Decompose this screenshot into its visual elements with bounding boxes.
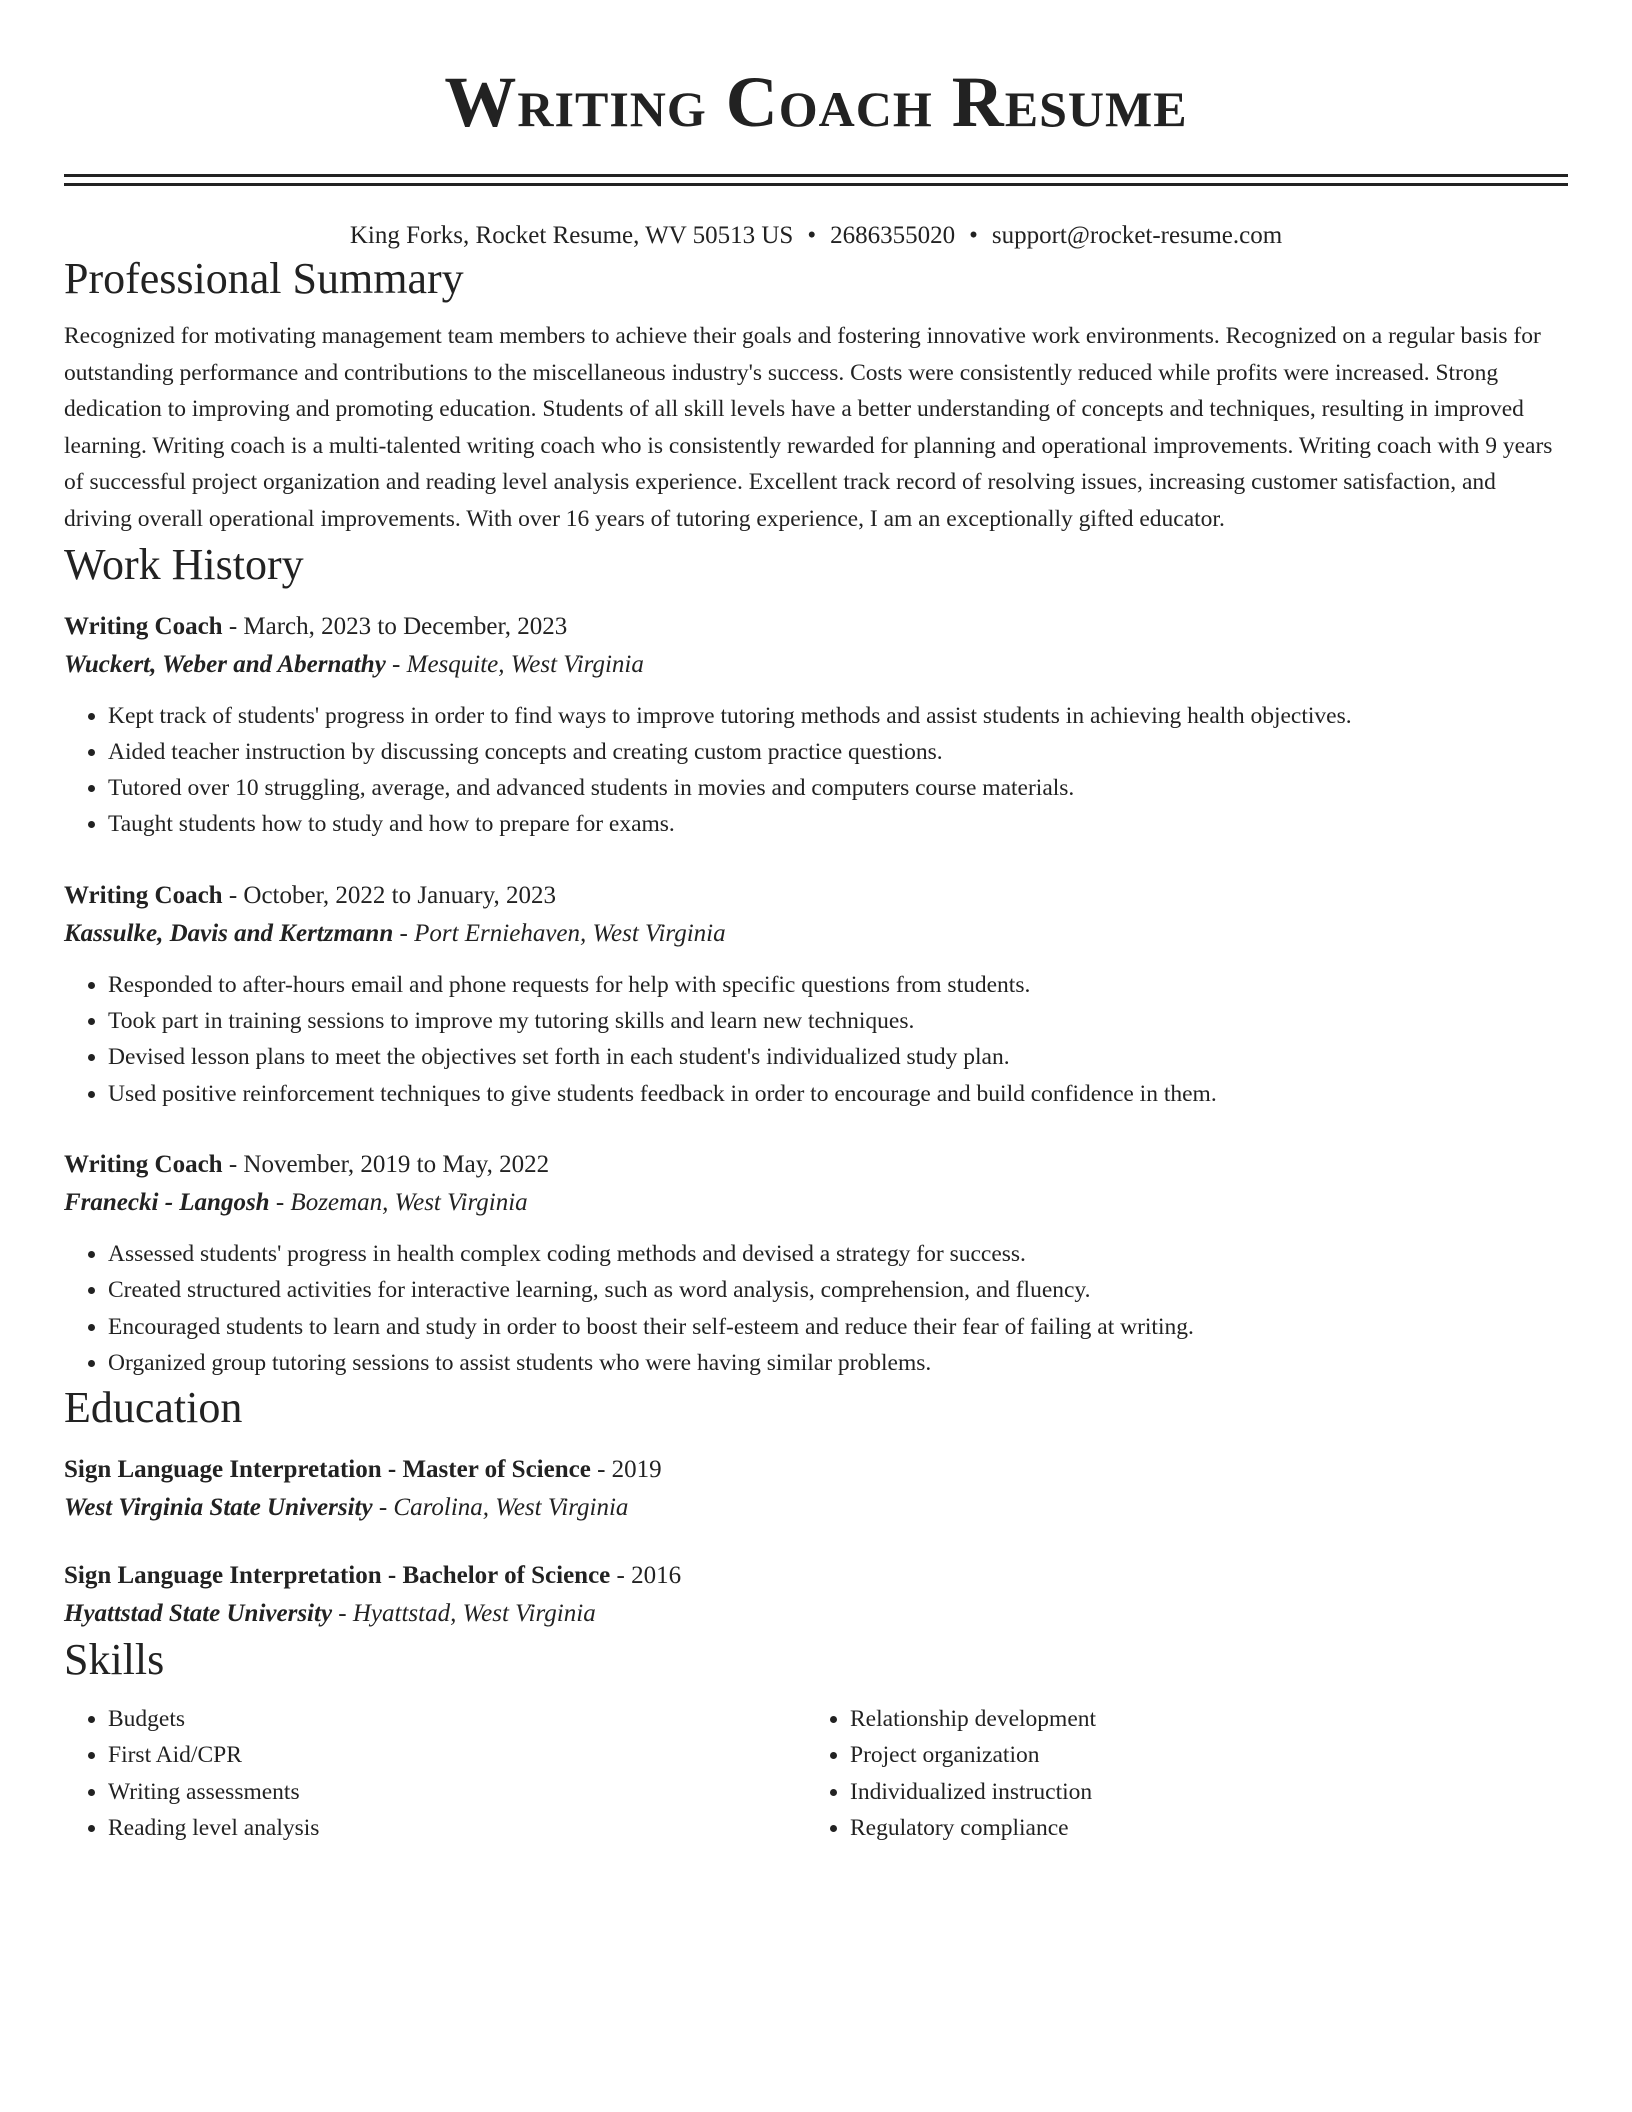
job-dates: - November, 2019 to May, 2022	[222, 1150, 550, 1178]
job-bullet: • Responded to after-hours email and phone requests for help with specific questions from students.	[108, 967, 1568, 1003]
job-bullet: • Taught students how to study and how to prepare for exams.	[108, 806, 1568, 842]
school-line	[64, 1489, 1568, 1527]
skills-column-right	[806, 1701, 1548, 1846]
skill-item: • Writing assessments	[108, 1774, 806, 1810]
contact-email: support@rocket-resume.com	[991, 222, 1283, 249]
job-title: Writing Coach	[64, 881, 223, 909]
summary-text: Recognized for motivating management team members to achieve their goals and fostering innovative work environments. Recognized on a regular basis for outstanding performance and contributions to the miscellaneous industry's success. Costs were consistently reduced while profits were increased. Strong dedication to improving and promoting education. Students of all skill levels have a better understanding of concepts and techniques, resulting in improved learning. Writing coach is a multi-talented writing coach who is consistently rewarded for planning and operational improvements. Writing coach with 9 years of successful project organization and reading level analysis experience. Excellent track record of resolving issues, increasing customer satisfaction, and driving overall operational improvements. With over 16 years of tutoring experience, I am an exceptionally gifted educator.	[64, 323, 1553, 532]
job-bullet: • Kept track of students' progress in order to find ways to improve tutoring methods and assist students in achieving health objectives.	[108, 698, 1568, 734]
degree-name: Sign Language Interpretation - Master of Science	[64, 1456, 591, 1484]
contact-separator: •	[969, 222, 978, 249]
job-company: Wuckert, Weber and Abernathy	[64, 650, 386, 678]
job-entry	[64, 608, 1568, 843]
job-bullet: • Took part in training sessions to improve my tutoring skills and learn new techniques.	[108, 1003, 1568, 1039]
school-location: - Carolina, West Virginia	[372, 1494, 629, 1522]
job-bullet: • Devised lesson plans to meet the objectives set forth in each student's individualized study plan.	[108, 1039, 1568, 1075]
degree-year: - 2019	[590, 1456, 662, 1484]
job-company-line	[64, 1184, 1568, 1222]
skills-bullets	[806, 1701, 1548, 1846]
degree-line	[64, 1557, 1568, 1595]
work-history-heading: Work History	[64, 539, 304, 589]
job-title: Writing Coach	[64, 612, 223, 640]
education-heading: Education	[64, 1383, 243, 1433]
degree-name: Sign Language Interpretation - Bachelor of Science	[64, 1562, 611, 1590]
job-entry	[64, 877, 1568, 1112]
job-location: - Bozeman, West Virginia	[269, 1188, 528, 1216]
degree-line	[64, 1451, 1568, 1489]
job-bullet: • Created structured activities for interactive learning, such as word analysis, comprehension, and fluency.	[108, 1272, 1568, 1308]
job-entry	[64, 1146, 1568, 1381]
job-bullet: • Aided teacher instruction by discussing concepts and creating custom practice questions.	[108, 734, 1568, 770]
skill-item: • Regulatory compliance	[850, 1810, 1548, 1846]
contact-line	[64, 220, 1568, 252]
job-dates: - March, 2023 to December, 2023	[222, 612, 568, 640]
job-bullet: • Tutored over 10 struggling, average, and advanced students in movies and computers course materials.	[108, 770, 1568, 806]
school-line	[64, 1595, 1568, 1633]
degree-year: - 2016	[610, 1562, 682, 1590]
skill-item: • First Aid/CPR	[108, 1737, 806, 1773]
school-location: - Hyattstad, West Virginia	[332, 1600, 596, 1628]
title-double-rule	[64, 174, 1568, 186]
education-entry	[64, 1451, 1568, 1527]
skill-item: • Budgets	[108, 1701, 806, 1737]
skills-heading: Skills	[64, 1635, 165, 1685]
job-bullet: • Used positive reinforcement techniques to give students feedback in order to encourage and build confidence in them.	[108, 1076, 1568, 1112]
job-title: Writing Coach	[64, 1150, 223, 1178]
skills-column-left	[64, 1701, 806, 1846]
job-dates: - October, 2022 to January, 2023	[222, 881, 556, 909]
job-bullets	[64, 967, 1568, 1112]
job-bullet: • Encouraged students to learn and study in order to boost their self-esteem and reduce their fear of failing at writing.	[108, 1309, 1568, 1345]
skills-bullets	[64, 1701, 806, 1846]
job-bullets	[64, 698, 1568, 843]
school-name: West Virginia State University	[64, 1494, 373, 1522]
job-title-line	[64, 608, 1568, 646]
contact-phone: 2686355020	[830, 222, 956, 249]
education-entry	[64, 1557, 1568, 1633]
job-company: Franecki - Langosh	[64, 1188, 270, 1216]
job-bullets	[64, 1236, 1568, 1381]
job-location: - Mesquite, West Virginia	[385, 650, 644, 678]
job-location: - Port Erniehaven, West Virginia	[393, 919, 726, 947]
job-title-line	[64, 1146, 1568, 1184]
skills-list	[64, 1701, 1568, 1846]
skill-item: • Reading level analysis	[108, 1810, 806, 1846]
job-bullet: • Organized group tutoring sessions to assist students who were having similar problems.	[108, 1345, 1568, 1381]
job-company: Kassulke, Davis and Kertzmann	[64, 919, 394, 947]
skill-item: • Individualized instruction	[850, 1774, 1548, 1810]
contact-separator: •	[807, 222, 817, 249]
job-company-line	[64, 646, 1568, 684]
job-company-line	[64, 915, 1568, 953]
job-bullet: • Assessed students' progress in health complex coding methods and devised a strategy for success.	[108, 1236, 1568, 1272]
job-title-line	[64, 877, 1568, 915]
skill-item: • Relationship development	[850, 1701, 1548, 1737]
summary-heading: Professional Summary	[64, 254, 464, 303]
skill-item: • Project organization	[850, 1737, 1548, 1773]
resume-title: Writing Coach Resume	[444, 62, 1188, 142]
contact-address: King Forks, Rocket Resume, WV 50513 US	[349, 222, 794, 249]
school-name: Hyattstad State University	[64, 1600, 333, 1628]
